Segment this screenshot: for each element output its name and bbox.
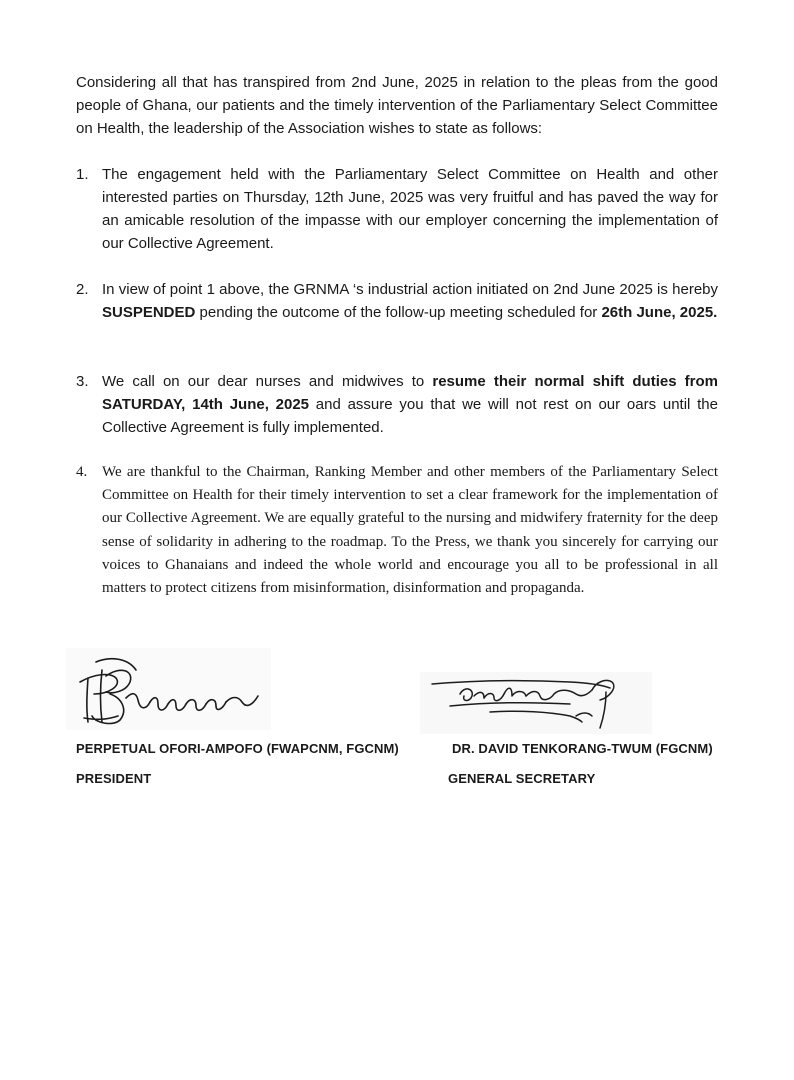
meeting-date-emphasis: 26th June, 2025. <box>601 304 718 321</box>
item-text-part: pending the outcome of the follow-up meeting scheduled for <box>195 304 602 321</box>
list-item-3 <box>76 370 718 439</box>
list-item-1 <box>76 163 718 255</box>
item-number: 2. <box>76 281 89 298</box>
item-number: 4. <box>76 464 88 480</box>
item-text <box>102 370 718 439</box>
resume-duties-emphasis: resume their normal shift duties from SATURDAY, 14th June, 2025 <box>102 373 718 413</box>
president-name: PERPETUAL OFORI-AMPOFO (FWAPCNM, FGCNM) <box>76 741 399 756</box>
item-text: The engagement held with the Parliamentary Select Committee on Health and other interested parties on Thursday, 12th June, 2025 was very fruitful and has paved the way for an amicable resolution of the impasse with our employer concerning the implementation of our Collective Agreement. <box>102 166 718 252</box>
president-signature <box>66 648 271 730</box>
item-text-part: We call on our dear nurses and midwives to <box>102 373 433 390</box>
list-item-4 <box>76 461 718 600</box>
general-secretary-signature <box>420 672 652 734</box>
general-secretary-title: GENERAL SECRETARY <box>448 771 596 786</box>
item-text-part: In view of point 1 above, the GRNMA ‘s industrial action initiated on 2nd June 2025 is hereby <box>102 281 718 298</box>
item-text: We are thankful to the Chairman, Ranking Member and other members of the Parliamentary Select Committee on Health for their timely intervention to set a clear framework for the implementation of our Collective Agreement. We are equally grateful to the nursing and midwifery fraternity for the deep sense of solidarity in adhering to the roadmap. To the Press, we thank you sincerely for carrying our voices to Ghanaians and indeed the whole world and encourage you all to be professional in all matters to protect citizens from misinformation, disinformation and propaganda. <box>102 464 718 597</box>
president-title: PRESIDENT <box>76 771 152 786</box>
list-item-2 <box>76 278 718 324</box>
suspended-emphasis: SUSPENDED <box>102 304 196 321</box>
item-text <box>102 278 718 324</box>
intro-paragraph: Considering all that has transpired from 2nd June, 2025 in relation to the pleas from the good people of Ghana, our patients and the timely intervention of the Parliamentary Select Committee on Health, the leadership of the Association wishes to state as follows: <box>76 74 718 137</box>
general-secretary-name: DR. DAVID TENKORANG-TWUM (FGCNM) <box>452 741 713 756</box>
item-number: 1. <box>76 166 89 183</box>
item-number: 3. <box>76 373 89 390</box>
item-text-part: and assure you that we will not rest on our oars until the Collective Agreement is fully implemented. <box>102 396 718 436</box>
